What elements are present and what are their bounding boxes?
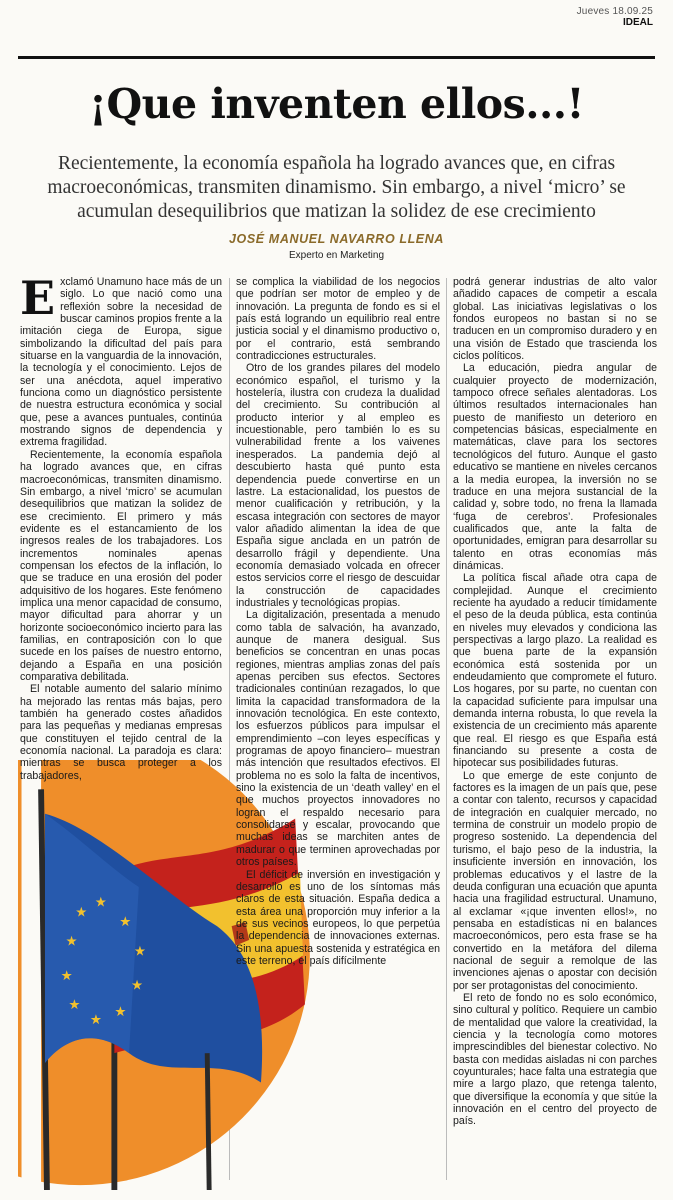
author-name: JOSÉ MANUEL NAVARRO LLENA [228, 232, 444, 246]
newspaper-name: IDEAL [623, 17, 653, 28]
issue-date: Jueves 18.09.25 [576, 6, 653, 17]
author-role: Experto en Marketing [288, 250, 385, 261]
paragraph: Lo que emerge de este conjunto de factores es la imagen de un país que, pese a contar con talento, recursos y capacidad de integración en cualquier mercado, no termina de construir un modelo propio de progreso sostenido. La dependencia del turismo, el bajo peso de la industria, la insuficiente inversión en innovación, los problemas educativos y el lastre de la deuda configuran una ecuación que apunta hacia una fragilidad estructural. Unamuno, al exclamar «¡que inventen ellos!», no pensaba en estadísticas ni en balances macroeconómicos, pero esta frase se ha convertido en la metáfora del dilema nacional de seguir a remolque de las invenciones ajenas o apostar con decisión por ser protagonistas del conocimiento. [453, 769, 657, 992]
column-divider [446, 278, 447, 1180]
paragraph: Recientemente, la economía española ha logrado avances que, en cifras macroeconómicas, transmiten dinamismo. Sin embargo, a nivel ‘micro’ se acumulan desequilibrios que matizan la solidez de ese crecimiento. El primero y más evidente es el estancamiento de los ingresos reales de los trabajadores. Los incrementos nominales apenas compensan los efectos de la inflación, lo que se traduce en una erosión del poder adquisitivo de los hogares. Este fenómeno implica una menor capacidad de consumo, mayor dificultad para ahorrar y un horizonte socioeconómico incierto para las familias, en contraposición con lo que sucede en los países de nuestro entorno, dejando a España en una posición comparativa debilitada. [20, 448, 222, 683]
svg-text:★: ★ [94, 894, 108, 910]
paragraph: El reto de fondo no es solo económico, sino cultural y político. Requiere un cambio de mentalidad que valore la creatividad, la ciencia y la tecnología como motores imprescindibles del bienestar colectivo. No basta con medidas aisladas ni con parches coyunturales; hace falta una estrategia que mire a largo plazo, que retenga talento, que diversifique la economía y que sitúe la innovación en el centro del proyecto de país. [453, 991, 657, 1128]
paragraph: La política fiscal añade otra capa de complejidad. Aunque el crecimiento reciente ha ayudado a reducir tímidamente el peso de la deuda pública, esta continúa en niveles muy elevados y condiciona las perspectivas a largo plazo. La realidad es que buena parte de la expansión económica está sostenida por un endeudamiento que compromete el futuro. Los hogares, por su parte, no cuentan con la capacidad suficiente para impulsar una demanda interna robusta, lo que revela la existencia de un crecimiento más aparente que real. El riesgo es que España está financiando su presente a costa de hipotecar sus posibilidades futuras. [453, 572, 657, 770]
top-rule [18, 56, 655, 59]
drop-cap: E [20, 271, 56, 325]
svg-text:★: ★ [65, 933, 78, 949]
svg-text:★: ★ [133, 943, 147, 959]
svg-text:★: ★ [114, 1004, 127, 1020]
svg-text:★: ★ [60, 967, 73, 983]
paragraph: podrá generar industrias de alto valor añadido capaces de competir a escala global. Las iniciativas legislativas o los fondos europeos no bastan si no se traducen en un compromiso duradero y en una visión de Estado que trascienda los ciclos políticos. [453, 276, 657, 363]
subheadline: Recientemente, la economía española ha logrado avances que, en cifras macroeconómicas, transmiten dinamismo. Sin embargo, a nivel ‘micro’ se acumulan desequilibrios que matizan la solidez de ese crecimiento [47, 153, 626, 222]
svg-text:★: ★ [75, 904, 88, 920]
headline: ¡Que inventen ellos...! [88, 80, 585, 128]
article-column-3 [453, 276, 657, 1128]
svg-text:★: ★ [68, 997, 81, 1013]
paragraph: La educación, piedra angular de cualquier proyecto de modernización, tampoco ofrece señales alentadoras. Los últimos resultados internacionales han puesto de manifiesto un deterioro en competencias básicas, especialmente en matemáticas, clave para los sectores tecnológicos del futuro. Aunque el gasto educativo se mantiene en niveles cercanos a la media europea, la inversión no se traduce en una mejora sustancial de la calidad y, sobre todo, no frena la llamada ‘fuga de cerebros’. Profesionales cualificados que, ante la falta de oportunidades, emigran para desarrollar su talento en otras economías más dinámicas. [453, 362, 657, 572]
svg-text:★: ★ [89, 1011, 103, 1027]
paragraph: El déficit de inversión en investigación y desarrollo es uno de los síntomas más claros de esta situación. España dedica a esta área una proporción muy inferior a la de sus vecinos europeos, lo que perpetúa la dependencia de innovaciones externas. Sin una apuesta sostenida y estratégica en este terreno, el país difícilmente [236, 868, 440, 967]
svg-text:★: ★ [119, 914, 132, 930]
masthead [577, 6, 653, 28]
paragraph: se complica la viabilidad de los negocios que podrían ser motor de empleo y de innovación. La pregunta de fondo es si el país está logrando un equilibrio real entre justicia social y el dinamismo productivo o, por el contrario, está sembrando contradicciones estructurales. [236, 276, 440, 363]
paragraph: Exclamó Unamuno hace más de un siglo. Lo que nació como una reflexión sobre la necesidad de buscar caminos propios frente a la imitación ciega de Europa, sigue simbolizando la dificultad del país para situarse en la vanguardia de la innovación, la tecnología y el conocimiento. Lejos de ser una anécdota, aquel imperativo funciona como un diagnóstico persistente de nuestra estructura económica y social que, pese a avances puntuales, continúa mostrando signos de dependencia y extrema fragilidad. [20, 271, 222, 449]
svg-text:★: ★ [130, 977, 144, 993]
article-column-1 [20, 271, 222, 782]
paragraph: Otro de los grandes pilares del modelo económico español, el turismo y la hostelería, ilustra con crudeza la dualidad del crecimiento. Su contribución al producto interior y al empleo es incuestionable, pero también lo es su vulnerabilidad frente a los vaivenes inesperados. La pandemia dejó al descubierto hasta qué punto esta dependencia puede convertirse en un lastre. La estacionalidad, los puestos de menor cualificación y retribución, y la escasa integración con sectores de mayor valor añadido alimentan la idea de que España sigue anclada en un patrón de desarrollo frágil y dependiente. Una economía demasiado volcada en ofrecer estos servicios corre el riesgo de descuidar la construcción de capacidades industriales y tecnológicas propias. [236, 362, 440, 609]
paragraph: El notable aumento del salario mínimo ha mejorado las rentas más bajas, pero también ha generado costes añadidos para las pequeñas y medianas empresas que constituyen el tejido central de la economía nacional. La paradoja es clara: mientras se busca proteger a los trabajadores, [20, 683, 222, 782]
article-column-2 [236, 276, 440, 967]
paragraph: La digitalización, presentada a menudo como tabla de salvación, ha avanzado, aunque de manera desigual. Sus beneficios se concentran en unas pocas regiones, mientras amplias zonas del país apenas perciben sus efectos. Sectores tradicionales continúan rezagados, lo que limita la capacidad transformadora de la innovación tecnológica. En este contexto, los esfuerzos públicos para impulsar el emprendimiento –con leyes específicas y programas de apoyo financiero– muestran más intención que resultados efectivos. El problema no es solo la falta de incentivos, sino la existencia de un ‘death valley’ en el que muchos proyectos innovadores no logran el respaldo necesario para consolidarse y escalar, provocando que muchas ideas se marchiten antes de madurar o que terminen aprovechadas por otros países. [236, 609, 440, 869]
